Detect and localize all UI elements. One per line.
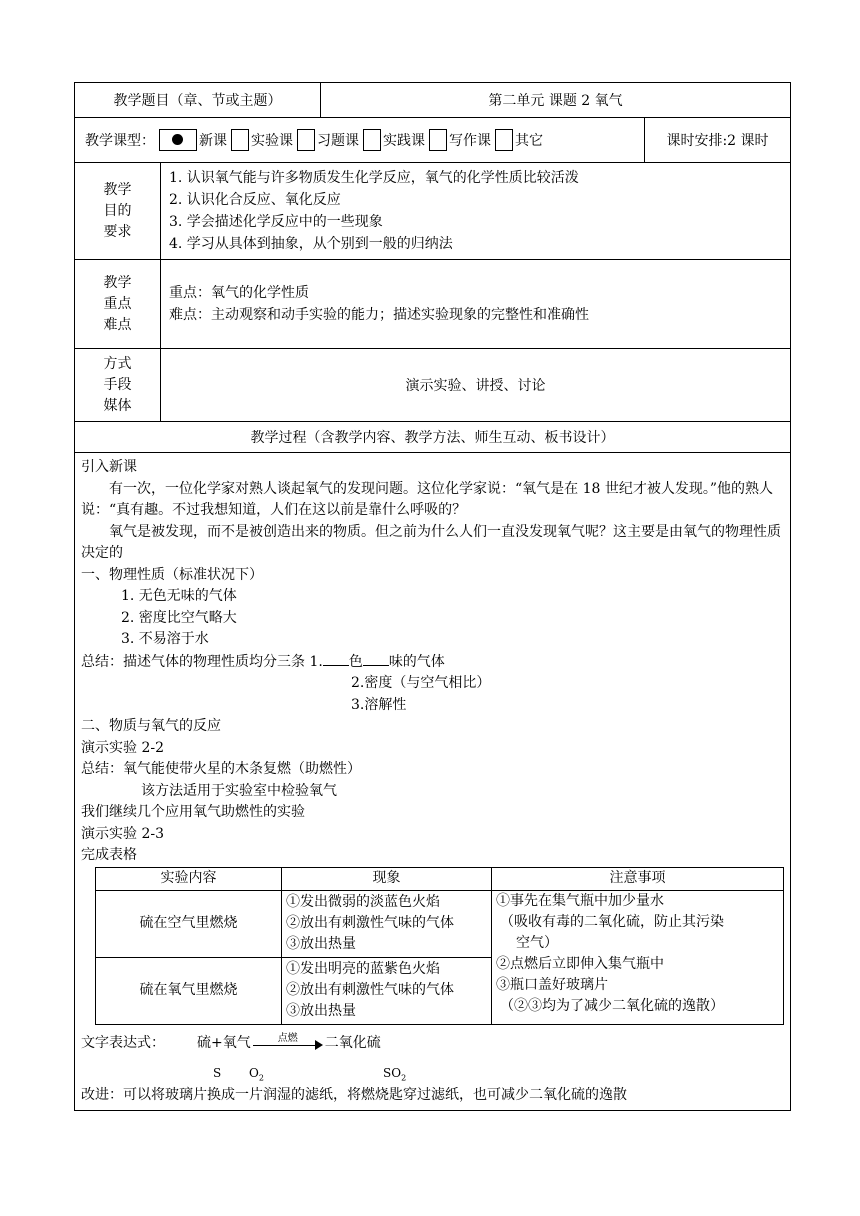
note: ②点燃后立即伸入集气瓶中 [496,955,664,972]
phenomena-cell [282,957,492,1024]
key-points-content [161,260,791,349]
note: ③瓶口盖好玻璃片 [496,976,608,993]
goals-label [75,163,161,260]
methods-label [75,349,161,422]
fill-table-text: 完成表格 [81,847,137,863]
goals-label-line: 教学 [103,181,132,198]
process-header: 教学过程（含教学内容、教学方法、师生互动、板书设计） [75,422,791,453]
reaction-arrow [253,1034,323,1054]
phenomena-cell [282,890,492,957]
goal-item: 1. 认识氧气能与许多物质发生化学反应，氧气的化学性质比较活泼 [169,170,579,186]
experiment-content: 硫在氧气里燃烧 [96,957,282,1024]
experiment-table [95,867,784,1025]
word-equation [81,1029,784,1059]
blank-line [323,651,349,666]
summary-line-3: 3.溶解性 [351,696,407,713]
phenomenon: ②放出有刺激性气味的气体 [286,982,454,998]
phenomenon: ①发出微弱的淡蓝色火焰 [286,894,440,910]
lesson-plan-page [74,82,790,1111]
physical-title: 一、物理性质（标准状况下） [81,566,263,583]
demo-2-3: 演示实验 2-3 [81,825,164,842]
option-new-lesson: 新课 [199,133,227,149]
physical-item: 1. 无色无味的气体 [121,588,237,604]
checkbox-writing[interactable] [429,129,447,151]
note: （②③均为了减少二氧化硫的逸散） [500,997,724,1014]
checkbox-new-lesson[interactable] [159,129,197,151]
equation-label: 文字表达式： [81,1034,165,1051]
summary-line-2: 2.密度（与空气相比） [351,675,491,691]
summary-mid2: 味的气体 [388,653,445,670]
symbol-o2: $O_2$ [249,1065,264,1082]
option-other: 其它 [515,133,543,149]
note: ①事先在集气瓶中加少量水 [496,892,664,909]
physical-item: 2. 密度比空气略大 [121,609,237,626]
summary-physical [81,651,784,674]
summary-demo: 总结：氧气能使带火星的木条复燃（助燃性） [81,761,361,777]
physical-item: 3. 不易溶于水 [121,631,209,647]
option-writing: 写作课 [449,133,491,149]
option-practice: 实践课 [383,133,425,149]
checkbox-exercise[interactable] [297,129,315,151]
experiment-content: 硫在空气里燃烧 [96,890,282,957]
title-value: 第二单元 课题 2 氧气 [321,83,791,118]
checkbox-other[interactable] [495,129,513,151]
checkbox-practice[interactable] [363,129,381,151]
blank-line [363,651,389,666]
formula-symbols [81,1059,784,1085]
key-label-line: 重点 [103,295,132,312]
improvement-text: 改进：可以将玻璃片换成一片润湿的滤纸，将燃烧匙穿过滤纸，也可减少二氧化硫的逸散 [81,1086,627,1103]
lesson-type-label: 教学课型： [85,133,155,149]
focus-text: 重点：氧气的化学性质 [169,285,309,301]
table-header: 实验内容 [96,867,282,890]
table-header: 现象 [282,867,492,890]
goals-label-line: 要求 [103,223,132,240]
reaction-title: 二、物质与氧气的反应 [81,718,221,734]
symbol-s: S [213,1065,222,1080]
title-label: 教学题目（章、节或主题） [75,83,321,118]
table-row [96,890,784,957]
methods-value: 演示实验、讲授、讨论 [161,349,791,422]
goals-list [161,163,791,260]
intro-paragraph-2: 氧气是被发现，而不是被创造出来的物质。但之前为什么人们一直没发现氧气呢？这主要是由氧气的物理性质决定的 [81,523,781,561]
methods-label-line: 媒体 [103,397,132,414]
demo-2-2: 演示实验 2-2 [81,739,164,756]
methods-label-line: 方式 [103,355,132,372]
summary-mid1: 色 [348,653,363,670]
goal-item: 4. 学习从具体到抽象，从个别到一般的归纳法 [169,236,453,252]
equation-product: 二氧化硫 [324,1034,381,1051]
option-experiment: 实验课 [251,133,293,149]
intro-paragraph-1: 有一次，一位化学家对熟人谈起氧气的发现问题。这位化学家说：“氧气是在 18 世纪才被人发现。”他的熟人说：“真有趣。不过我想知道，人们在这以前是靠什么呼吸的？ [81,480,774,518]
note: （吸收有毒的二氧化硫，防止其污染 [500,913,724,930]
lesson-type-row [75,118,645,163]
lesson-hours: 课时安排:2 课时 [645,118,791,163]
lesson-plan-table [74,82,791,1111]
difficulty-text: 难点：主动观察和动手实验的能力；描述实验现象的完整性和准确性 [169,307,589,323]
phenomenon: ③放出热量 [286,936,356,952]
phenomenon: ①发出明亮的蓝紫色火焰 [286,961,440,977]
goals-label-line: 目的 [103,202,132,219]
phenomenon: ③放出热量 [286,1003,356,1019]
checkbox-experiment[interactable] [231,129,249,151]
summary-prefix: 总结：描述气体的物理性质均分三条 1. [81,653,323,670]
methods-label-line: 手段 [103,376,132,393]
key-label-line: 难点 [103,316,132,333]
goal-item: 2. 认识化合反应、氧化反应 [169,192,341,208]
key-label-line: 教学 [103,274,132,291]
notes-cell [492,890,784,1024]
note: 空气） [516,934,558,951]
process-content [75,453,791,1111]
summary-demo-2: 该方法适用于实验室中检验氧气 [141,782,337,799]
phenomenon: ②放出有刺激性气味的气体 [286,915,454,931]
table-header: 注意事项 [492,867,784,890]
continue-text: 我们继续几个应用氧气助燃性的实验 [81,804,305,820]
goal-item: 3. 学会描述化学反应中的一些现象 [169,214,383,230]
symbol-so2: $SO_2$ [383,1065,407,1082]
key-points-label [75,260,161,349]
equation-reactants: 硫+氧气 [197,1034,251,1051]
reaction-condition: 点燃 [277,1032,298,1044]
intro-title: 引入新课 [81,459,137,475]
option-exercise: 习题课 [317,133,359,149]
